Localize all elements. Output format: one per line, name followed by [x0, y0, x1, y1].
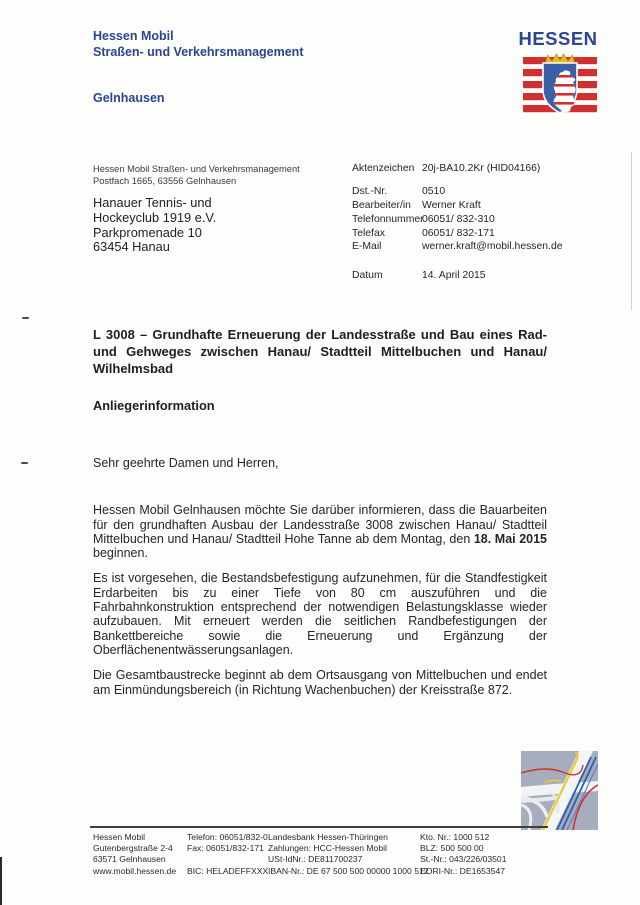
- org-subtitle: Straßen- und Verkehrsmanagement: [93, 44, 304, 59]
- info-value: 14. April 2015: [422, 270, 486, 282]
- footer-website: www.mobil.hessen.de: [93, 865, 177, 876]
- info-label: Telefax: [352, 227, 385, 239]
- hessen-logo: [516, 28, 600, 122]
- info-label: Aktenzeichen: [352, 163, 415, 174]
- footer-line: BIC: HELADEFFXXX: [187, 865, 269, 876]
- office-name: Gelnhausen: [93, 91, 165, 105]
- info-label: Datum: [352, 270, 383, 282]
- info-row-aktenzeichen: [352, 163, 602, 177]
- return-address: [93, 164, 300, 188]
- info-row-dst-nr: [352, 186, 602, 200]
- info-label: Telefonnummer: [352, 213, 424, 225]
- info-value: 20j-BA10.2Kr (HID04166): [422, 163, 541, 174]
- recipient-line: Parkpromenade 10: [93, 224, 202, 240]
- footer-account-column: [420, 832, 550, 877]
- footer-line: Kto. Nr.: 1000 512: [420, 832, 490, 842]
- info-value: 0510: [422, 185, 446, 197]
- footer-line: St.-Nr.: 043/226/03501: [420, 854, 507, 865]
- return-address-line1: Hessen Mobil Straßen- und Verkehrsmanagement: [93, 164, 300, 174]
- start-date-bold: 18. Mai 2015: [473, 531, 548, 546]
- footer-line: USt-IdNr.: DE811700237: [268, 854, 363, 865]
- footer-line: Hessen Mobil: [93, 832, 146, 842]
- info-row-email: [352, 241, 602, 255]
- footer-line: Fax: 06051/832-171: [187, 843, 264, 854]
- subject-subtitle: Anliegerinformation: [93, 398, 215, 413]
- footer: [93, 832, 563, 877]
- footer-line: EORI-Nr.: DE1653547: [420, 865, 506, 876]
- recipient-line: Hanauer Tennis- und: [93, 195, 212, 210]
- paragraph-1: [93, 503, 547, 560]
- info-label: Dst.-Nr.: [352, 185, 388, 197]
- footer-line: Landesbank Hessen-Thüringen: [268, 832, 388, 842]
- footer-contact-column: [187, 832, 268, 877]
- info-row-datum: [352, 270, 602, 284]
- paragraph-1-end: beginnen.: [93, 546, 148, 561]
- info-label: Bearbeiter/in: [352, 199, 411, 211]
- info-value: Werner Kraft: [422, 199, 481, 211]
- highway-interchange-graphic: [521, 751, 598, 830]
- footer-line: BLZ: 500 500 00: [420, 843, 484, 854]
- paragraph-1-text: Hessen Mobil Gelnhausen möchte Sie darüber informieren, dass die Bauarbeiten für den grundhaften Ausbau der Landesstraße 3008 zwischen Hanau/ Stadtteil Mittelbuchen und Hanau/ Stadtteil Hohe Tanne ab dem Montag, den: [93, 503, 547, 546]
- footer-line: 63571 Gelnhausen: [93, 854, 166, 865]
- paragraph-2: Es ist vorgesehen, die Bestandsbefestigung aufzunehmen, für die Standfestigkeit Erdarbeiten bis zu einer Tiefe von 80 cm auszuführen und die Fahrbahnkonstruktion entsprechend der notwendigen Belastungsklasse wieder aufzubauen. Mit erneuert werden die seitlichen Randbefestigungen der Bankettbereiche sowie die Erneuerung und Ergänzung der Oberflächenentwässerungsanlagen.: [93, 571, 547, 657]
- salutation: Sehr geehrte Damen und Herren,: [93, 456, 279, 470]
- fold-mark: [22, 317, 29, 319]
- reference-info-block: [352, 163, 602, 284]
- footer-line: Telefon: 06051/832-0: [187, 832, 268, 842]
- info-value: 06051/ 832-310: [422, 213, 495, 225]
- hessen-logo-text: HESSEN: [518, 28, 598, 49]
- info-row-telefon: [352, 214, 602, 228]
- info-row-telefax: [352, 228, 602, 242]
- letterhead-org: [93, 29, 303, 60]
- scan-artifact-edge: [0, 857, 2, 905]
- footer-line: IBAN-Nr.: DE 67 500 500 00000 1000 512: [268, 865, 429, 876]
- footer-line: Zahlungen: HCC-Hessen Mobil: [268, 843, 387, 854]
- info-value: werner.kraft@mobil.hessen.de: [422, 241, 563, 253]
- org-name: Hessen Mobil: [93, 29, 174, 43]
- info-value: 06051/ 832-171: [422, 227, 495, 239]
- recipient-address: [93, 196, 216, 255]
- subject-line: L 3008 – Grundhafte Erneuerung der Landesstraße und Bau eines Rad- und Gehweges zwischen Hanau/ Stadtteil Mittelbuchen und Hanau/ Wilhelmsbad: [93, 327, 547, 376]
- return-address-line2: Postfach 1665, 63556 Gelnhausen: [93, 175, 237, 186]
- recipient-line: 63454 Hanau: [93, 239, 170, 255]
- hessen-coat-of-arms-icon: [523, 53, 597, 117]
- fold-mark: [21, 462, 28, 464]
- footer-line: Gutenbergstraße 2-4: [93, 843, 173, 854]
- paragraph-3: Die Gesamtbaustrecke beginnt ab dem Ortsausgang von Mittelbuchen und endet am Einmündungsbereich (in Richtung Wachenbuchen) der Kreisstraße 872.: [93, 668, 547, 697]
- letter-body: [93, 456, 547, 697]
- footer-address-column: [93, 832, 187, 877]
- info-label: E-Mail: [352, 241, 382, 253]
- footer-divider: [90, 826, 548, 828]
- recipient-line: Hockeyclub 1919 e.V.: [93, 209, 217, 225]
- footer-line: [187, 854, 268, 865]
- info-row-bearbeiter: [352, 200, 602, 214]
- footer-bank-column: [268, 832, 429, 877]
- scan-artifact-line: [631, 152, 632, 310]
